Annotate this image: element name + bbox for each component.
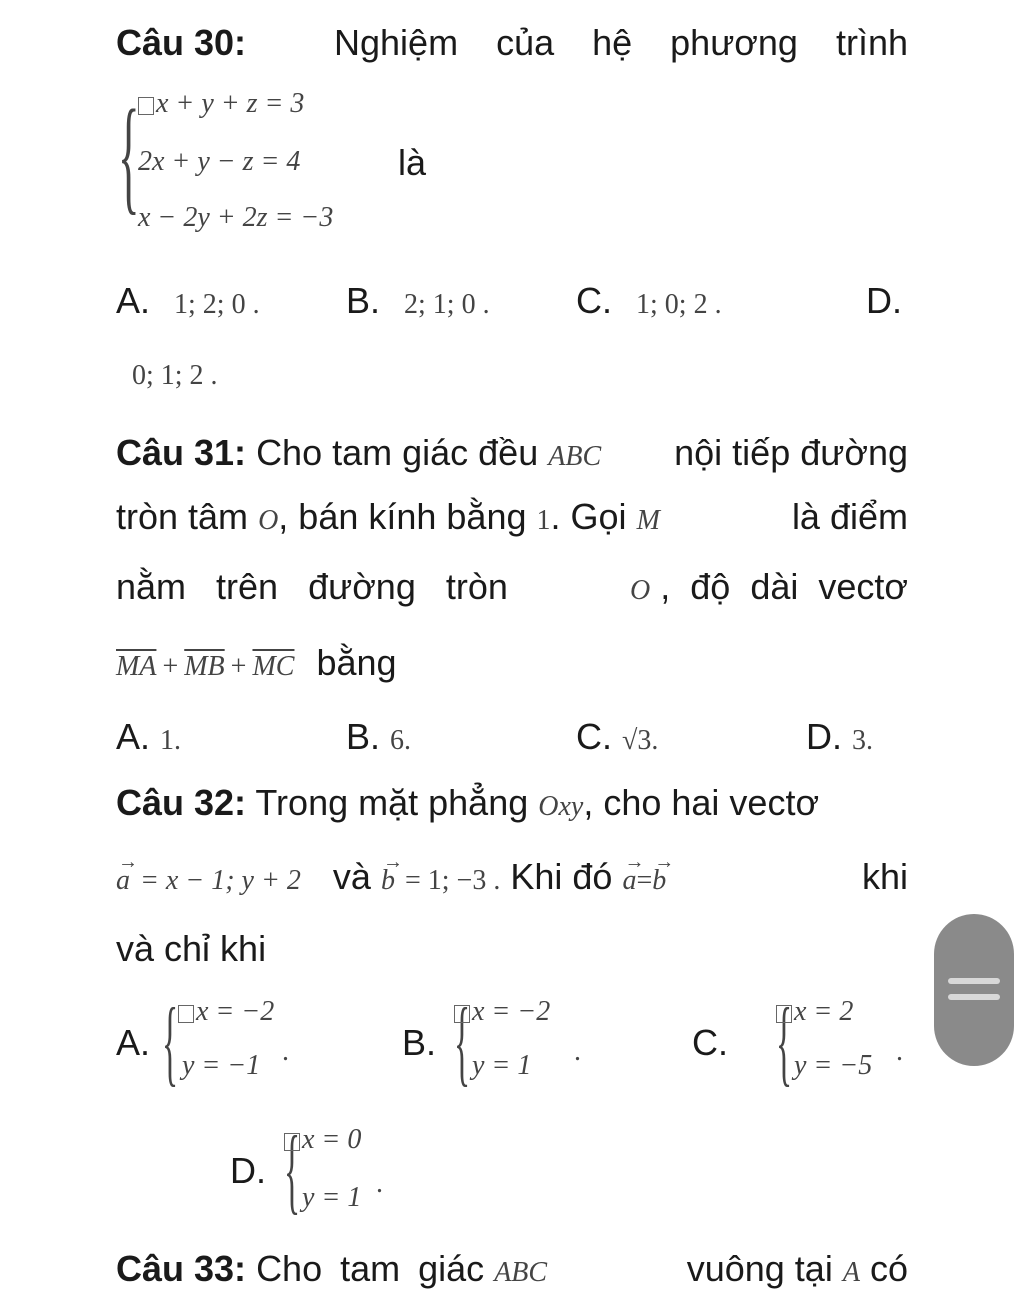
q33-a: A xyxy=(842,1257,860,1288)
q32-line1: Câu 32: Trong mặt phẳng Oxy, cho hai vectơ xyxy=(116,782,820,823)
q31-vec-mb: $\overline{MB}$ xyxy=(184,651,225,682)
q33-title: Câu 33: xyxy=(116,1248,247,1289)
q31-option-c: C. √3. xyxy=(576,716,659,757)
q31-option-d: D. 3. xyxy=(806,716,874,757)
q31-option-b: B. 6. xyxy=(346,716,412,757)
q31-m: M xyxy=(636,505,660,536)
q31-o2: O xyxy=(630,575,651,606)
q30-option-b: B. 2; 1; 0 . xyxy=(346,280,490,321)
q32-vec-b: → b xyxy=(380,851,403,896)
q30-suffix: là xyxy=(398,142,427,183)
q31-title: Câu 31: xyxy=(116,432,247,473)
q32-title: Câu 32: xyxy=(116,782,247,823)
q32-vec-a: → a xyxy=(116,851,138,896)
q31-abc: ABC xyxy=(548,441,602,472)
q32-oxy: Oxy xyxy=(538,791,584,822)
q31-vec-ma: $\overline{MA}$ xyxy=(116,651,157,682)
q30-eq1: x + y + z = 3 xyxy=(138,88,304,120)
q31-line1 xyxy=(116,432,908,474)
missing-glyph-icon xyxy=(454,1005,470,1023)
grip-line-icon xyxy=(948,994,1000,1000)
q30-option-d-value: 0; 1; 2 . xyxy=(132,360,218,391)
q32-eq-b: → b xyxy=(652,851,675,896)
q31-radius: 1 xyxy=(536,505,551,536)
q32-eq-a: → a xyxy=(622,851,645,896)
q32-line3: và chỉ khi xyxy=(116,928,267,969)
q30-eq3: x − 2y + 2z = −3 xyxy=(138,202,334,233)
missing-glyph-icon xyxy=(138,97,154,115)
q31-text2: nội tiếp đường xyxy=(674,432,908,473)
q31-line4: $\overline{MA}$ + $\overline{MB}$ + $\overline{MC}$ bằng xyxy=(116,642,397,683)
q33-abc: ABC xyxy=(494,1257,548,1288)
q32-line2: → a = x − 1; y + 2 và → b = 1; −3 . Khi đó → a= → b khi xyxy=(116,851,908,897)
grip-line-icon xyxy=(948,978,1000,984)
scroll-handle[interactable] xyxy=(934,914,1014,1066)
q30-option-c: C. 1; 0; 2 . xyxy=(576,280,722,321)
q31-text: Cho tam giác đều xyxy=(256,432,539,473)
q31-o: O xyxy=(258,505,279,536)
q30-option-d-letter: D. xyxy=(866,280,902,321)
missing-glyph-icon xyxy=(284,1133,300,1151)
q30-line1 xyxy=(116,22,908,64)
q31-text-bang: bằng xyxy=(316,642,397,683)
q33-line1: Câu 33: Cho tam giác ABC vuông tại A có xyxy=(116,1248,908,1289)
q30-brace: { xyxy=(118,84,140,226)
q31-vec-mc: $\overline{MC}$ xyxy=(252,651,295,682)
q31-line3: nằm trên đường tròn O , độ dài vectơ xyxy=(116,566,908,607)
q31-line2: tròn tâm O, bán kính bằng 1. Gọi M là điểm xyxy=(116,496,908,537)
missing-glyph-icon xyxy=(776,1005,792,1023)
q30-eq2: 2x + y − z = 4 xyxy=(138,146,301,177)
q30-title: Câu 30: xyxy=(116,22,247,63)
missing-glyph-icon xyxy=(178,1005,194,1023)
q30-option-a: A. 1; 2; 0 . xyxy=(116,280,260,321)
q30-prompt: Nghiệm của hệ phương trình xyxy=(334,22,908,63)
q31-option-a: A. 1. xyxy=(116,716,182,757)
